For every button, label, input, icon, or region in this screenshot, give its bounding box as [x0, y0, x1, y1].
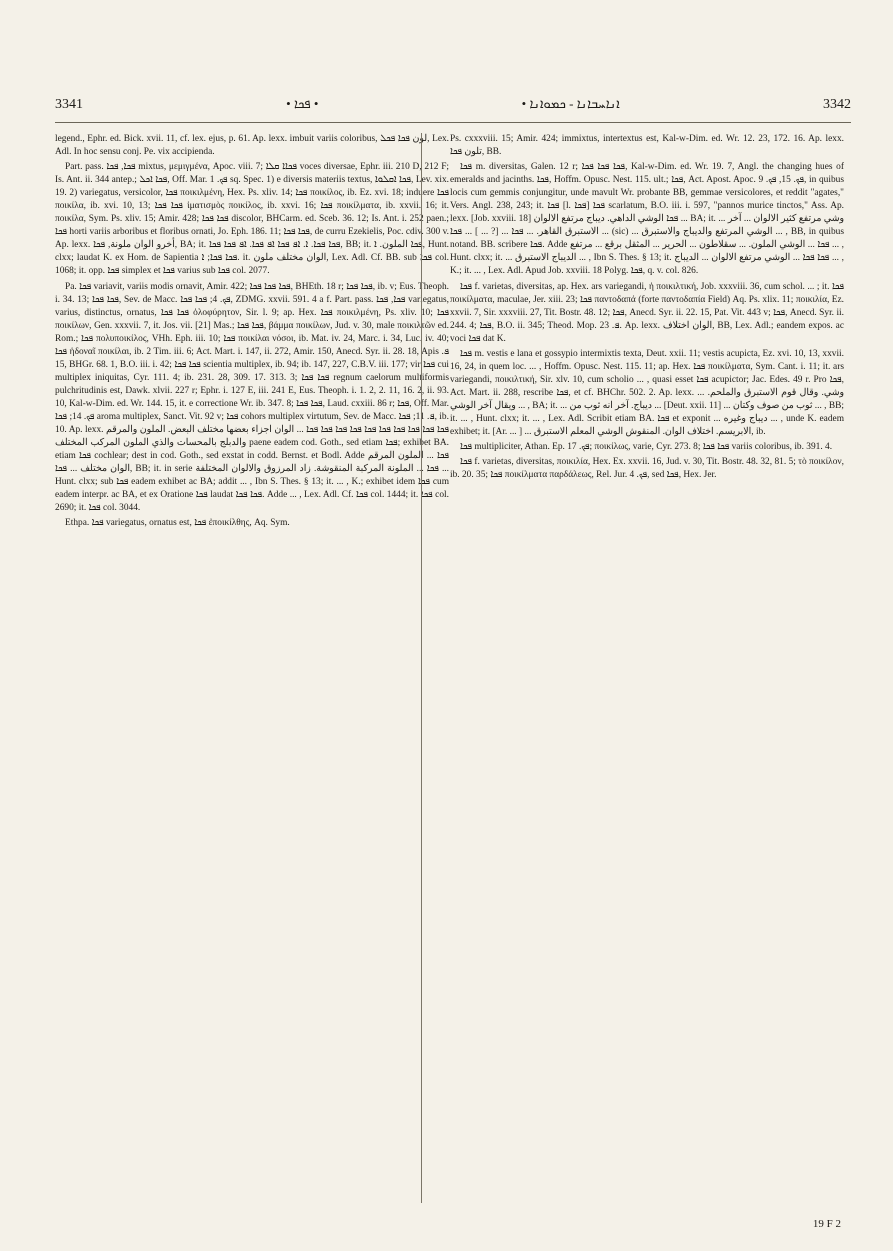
entry-paragraph: ܦܟܐ m. vestis e lana et gossypio intermixtis texta, Deut. xxii. 11; vestis acupicta, Ez. xvi. 10, 13, xxvii. 16, 24, in quem loc. ... , Hoffm. Opusc. Nest. 115. 11; ap. Hex. ܦܟܐ ποικίλματα, Sym. Cant. i. 11; it. ars variegandi, ποικιλτική, Sir. xlv. 10, cum scholio ... , quasi esset ܦܟܐ acupictor; Jac. Edes. 49 r. Pro ܦܟܐ, Act. Mart. ii. 288, rescribe ܦܟܐ, et cf. BHChr. 502. 2. Ap. lexx. ... وشي. وقال قوم الاستبرق والملحم. ويقال آخر الوشي ... , BA; it. ... ديباج. آخر انه ثوب من ... [Deut. xxii. 11] ... ثوب من صوف وكتان ... , BB; it. ... , Hunt. clxx; it. ... , Lex. Adl. Scribit etiam BA. ܦܟܐ et exponit ... ديباج وغيره ... , unde K. eadem exhibet; it. [Ar. ... ] ... الابريسم. اختلاف الوان. المنقوش الوشي المعلم الاستبرق, ib. [450, 348, 844, 438]
entry-paragraph: ܦܟܐ multipliciter, Athan. Ep. ܦܟ. 17; ποικίλως, varie, Cyr. 273. 8; ܦܟܐ ܦܟܐ variis coloribus, ib. 391. 4. [460, 442, 833, 453]
entry-paragraph: ܦܟܐ f. varietas, diversitas, ποικιλία, Hex. Ex. xxvii. 16, Jud. v. 30, Tit. Bostr. 48. 32, 81. 5; τὸ ποικίλον, ib. 20. 35; ܦܟܐ ποικίλματα παρδάλεως, Rel. Jur. ܦܟ. 4, sed ܦܟܐ, Hex. Jer. [450, 457, 844, 481]
column-divider [421, 133, 422, 1203]
entry-paragraph: Ethpa. ܦܟܐ variegatus, ornatus est, ܦܟܐ ἐποικίλθης, Aq. Sym. [65, 518, 290, 529]
entry-paragraph: ܦܟܐ m. diversitas, Galen. 12 r; ܦܟܐ ܦܟܐ ܦܟܐ, Kal-w-Dim. ed. Wr. 19. 7, Angl. the changing hues of emeralds and jacinths. ܦܟܐ, Hoffm. Opusc. Nest. 115. ult.; ܦܟܐ, Act. Apost. Apoc. ܦܟ. 15, ܦܟ. 9, in quibus locis cum gemmis conjungitur, unde mavult Wr. probante BB, gemmae versicolores, et reddit "agates," Vers. Angl. 238, 243; it. ܦܟܐ [l. ܦܟܐ] ܦܟܐ scarlatum, B.O. iii. i. 597, "pannos murice tinctos," Ass. Ap. lexx. [Job. xxviii. 18] ܦܟܐ الوشي الداهي. ديباج مرتفع الالوان ... BA; it. ... وشي مرتفع كثير الالوان ... آخر الاستبرق القاهر. ... ܦܟܐ ... [? ... ] ... ܦܟܐ ... (sic) ... الوشي المرتفع والديباج والاستبرق ... , BB, in quibus notand. BB. scribere ܦܟܐ. Adde ܦܟܐ ... الوشي الملون. ... سقلاطون ... الحرير ... المثقل برقع ... مرتفع ... , Hunt. clxx; it. ... الديباج الاستبرق ... , Ibn S. Thes. § 13; it. ܦܟܐ ܦܟܐ ... الوشي مرتفع الالوان ... الديباج ... , K.; it. ... , Lex. Adl. Apud Job. xxviii. 18 Polyg. ܦܟܐ, q. v. col. 826. [450, 162, 844, 277]
left-page-number: 3341 [55, 97, 83, 112]
right-column [450, 133, 844, 1213]
entry-paragraph: Pa. ܦܟܐ variavit, variis modis ornavit, Amir. 422; ܦܟܐ ܦܟܐ ܦܟܐ, BHEth. 18 r; ܦܟܐ ܦܟܐ, ib. v; Eus. Theoph. i. 34. 13; ܦܟܐ ܦܟܐ, Sev. de Macc. ܦܟ. 4; ܦܟܐ ܦܟܐ, ZDMG. xxvii. 591. 4 a f. Part. pass. ܦܟܐ, ܦܟܐ variegatus, varius, distinctus, ornatus, ܦܟܐ ܦܟܐ ὀλοφύρητον, Sir. l. 9; ap. Hex. ܦܟܐ ποικιλμένη, Ps. xliv. 10; ܦܟܐ ποικίλων, Gen. xxxvii. 7, it. Jos. vii. [21] Mas.; ܦܟܐ ܦܟܐ, βάμμα ποικίλων, Jud. v. 30, male ποικιλτῶν ed. Rom.; ܦܟܐ πολυποικίλος, VHh. Eph. iii. 10; ܦܟܐ ποικίλαι νόσοι, ib. Mat. iv. 24, Marc. i. 34, Luc. iv. 40; ܦܟܐ ἡδοναῖ ποικίλαι, ib. 2 Tim. iii. 6; Act. Mart. i. 147, ii. 272, Amir. 150, Anecd. Syr. ii. 28. 18, Apis ܦ. 15, BHGr. 68. 1, B.O. iii. i. 42; ܦܟܐ ܦܟܐ scientia multiplex, ib. 94; ib. 147, 227, C.B.V. iii. 177; vir ܦܟܐ cui multiplex iniquitas, Cyr. 111. 4; ib. 231. 28, 309. 17. 313. 3; ܦܟܐ ܦܟܐ regnum caelorum multiformis pulchritudinis est, Dawk. xlvii. 227 r; Ephr. i. 127 E, iii. 241 E, Eus. Theoph. i. 1. 2, 2. 11, 16. 2, ii. 93. 10, Kal-w-Dim. ed. Wr. 144. 15, it. e correctione Wr. ib. 347. 8; ܦܟܐ ܦܟܐ, Laud. cxxiii. 86 r; ܦܟܐ, Off. Mar. ܦܟ. 14; ܦܟܐ aroma multiplex, Sanct. Vit. 92 v; ܦܟܐ cohors multiplex virtutum, Sev. de Macc. ܦ. 11; ܦܟܐ, ib. 10. Ap. lexx. ܦܟܐ ܦܟܐ ܦܟܐ ܦܟܐ ܦܟܐ ܦܟܐ ܦܟܐ ܦܟܐ ܦܟܐ ܦܟܐ ... الوان اجزاء بعضها مختلف البعض. الملون والمرقم والدبلج بالمحسات والذي الملون المركب المختلف paene eadem cod. Goth., sed etiam ܦܟܐ; exhibet BA. etiam ܦܟܐ cochlear; dest in cod. Goth., sed exstat in codd. Bernst. et Bodl. Adde ܦܟܐ ... الملون المرقم الوان مختلف ... ܦܟܐ, BB; it. in serie ܦܟܐ ... الملونة المركبة المنقوشة. زاد المرزوق والالوان المختلفة ... Hunt. clxx; sub ܦܟܐ eadem exhibet ac BA; addit ... , Ibn S. Thes. § 13; it. ... , K.; exhibet idem ܦܟܐ cum eadem interpr. ac BA, et ex Oratione ܦܟܐ laudat ܦܟܐ ܦܟܐ. Adde ... , Lex. Adl. Cf. ܦܟܐ col. 1444; it. ܦܟܐ col. 2690; it. ܦܟܐ col. 3044. [55, 281, 449, 514]
entry-paragraph: ܦܟܐ f. varietas, diversitas, ap. Hex. ars variegandi, ἡ ποικιλτική, Job. xxxviii. 36, cum schol. ... ; it. ܦܟܐ ποικίλματα, maculae, Jer. xiii. 23; ܦܟܐ παντοδαπά (forte παντοδαπία Field) Aq. Ps. xlix. 11; ποικιλία, Ez. xxvii. 7, Sir. xxxviii. 27, Tit. Bostr. 48. 12; ܦܟܐ, Anecd. Syr. ii. 22. 15, Pat. Vit. 443 v; ܦܟܐ, Anecd. Syr. ii. 244. 4; ܦܟܐ, B.O. ii. 345; Theod. Mop. ܦ. 23. Ap. lexx. الوان اختلاف, BB, Lex. Adl.; eandem expos. ac voci ܦܟܐ dat K. [450, 281, 844, 344]
header-rule [55, 122, 851, 123]
left-header-title: • ܦܟܐ • [286, 96, 319, 111]
page-header [55, 96, 851, 118]
right-page-number: 3342 [822, 97, 851, 112]
right-header-title: • ܐܢܐܚܒܐܢܐ - ܟܡܘܐܢܐ [521, 96, 620, 111]
entry-paragraph: Ps. cxxxviii. 15; Amir. 424; immixtus, intertextus est, Kal-w-Dim. ed. Wr. 12. 23, 172. 16. Ap. lexx. تلون ܦܟܐ, BB. [450, 134, 844, 158]
entry-paragraph: legend., Ephr. ed. Bick. xvii. 11, cf. lex. ejus, p. 61. Ap. lexx. imbuit variis coloribus, لون ܦܟܐ ܦܟܠ, Lex. Adl. In hoc sensu conj. Pe. vix accipienda. [55, 134, 449, 158]
left-column [55, 133, 449, 1213]
printer-signature: 19 F 2 [812, 1218, 841, 1230]
entry-paragraph: Part. pass. ܦܟܐ, ܦܟܐ mixtus, μεμιγμένα, Apoc. viii. 7; ܦܟܐܐ ܩܠܐ voces diversae, Ephr. iii. 210 D, 212 F; Is. Ant. ii. 344 antep.; ܦܟܐ ܐܟܠ, Off. Mar. ܦܟ. 1 sq. Spec. 1) e diversis materiis textus, ܦܟܐ ܐܩܠܘܐ, Lev. xix. 19. 2) variegatus, versicolor, ܦܟܐ ποικιλμένη, Hex. Ps. xliv. 14; ܦܟܐ ποικίλος, ib. Ez. xvi. 18; induere ܦܟܐ ποικίλα, ib. xvi. 10, 13; ܦܟܐ ܦܟܐ ἱματισμὸς ποικίλος, ib. xxvi. 16; ܦܟܐ ποικίλματα, ib. xxvii. 16; it. ποικίλα, Sym. Ps. xliv. 15; Amir. 428; ܦܟܐ ܦܟܐ discolor, BHCarm. ed. Sceb. 36. 12; Is. Ant. i. 252 paen.; ܦܟܐ horti variis arboribus et floribus ornati, Jo. Eph. 186. 11; ܦܟܐ ܦܟܐ, de curru Ezekielis, Poc. cdiv. 300 v. Ap. lexx. أخرو الوان ملونة, ܦܟܐ, BA; it. ܦܟܐ ܦܟܐ. ܐ. ܐܦ ܦܟܐ ܐܦ ܦܟܐ. ܐܦ ܦܟܐ ܦܟܐ, BB; it. ܦܟܐ الملون. ܐ, Hunt. clxx; laudat K. ex Hom. de Sapientia ܦܟܐ ܦܟܐ; ܐ. it. الوان مختلف ملون, Lex. Adl. Cf. BB. sub ܦܟܐ col. 1068; it. opp. ܦܟܐ simplex et ܦܟܐ varius sub ܦܟܐ col. 2077. [55, 162, 449, 277]
